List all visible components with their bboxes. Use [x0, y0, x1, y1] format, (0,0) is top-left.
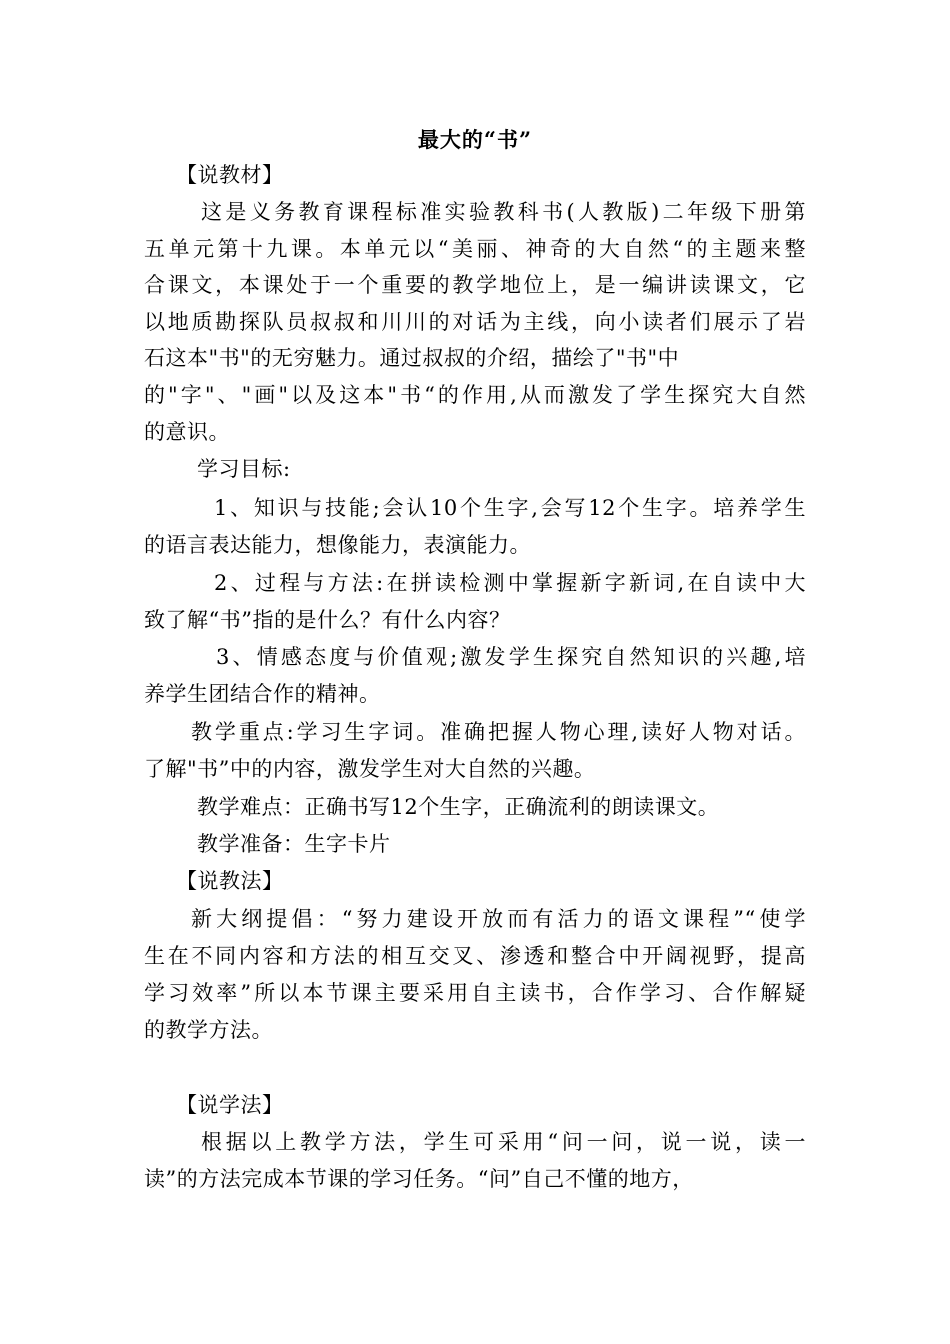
- goal-line: 3、情感态度与价值观;激发学生探究自然知识的兴趣,培: [216, 645, 806, 669]
- difficulty-line: 教学难点：正确书写12个生字，正确流利的朗读课文。: [197, 795, 720, 819]
- paragraph-line: 五单元第十九课。本单元以“美丽、神奇的大自然“的主题来整: [144, 237, 806, 261]
- key-points-line: 教学重点:学习生字词。准确把握人物心理,读好人物对话。: [191, 720, 806, 744]
- key-points-line: 了解"书”中的内容，激发学生对大自然的兴趣。: [144, 757, 596, 781]
- goal-line: 1、知识与技能;会认10个生字,会写12个生字。培养学生: [214, 496, 806, 520]
- paragraph-line: 新大纲提倡：“努力建设开放而有活力的语文课程”“使学: [191, 907, 806, 931]
- section-heading-method: 【说教法】: [176, 869, 284, 893]
- goals-heading: 学习目标:: [197, 457, 291, 481]
- paragraph-line: 根据以上教学方法，学生可采用“问一问，说一说，读一: [201, 1130, 806, 1154]
- paragraph-line: 的意识。: [144, 420, 230, 444]
- goal-line: 2、过程与方法:在拼读检测中掌握新字新词,在自读中大: [214, 571, 806, 595]
- document-title: 最大的“书”: [417, 127, 533, 152]
- preparation-line: 教学准备：生字卡片: [197, 832, 391, 856]
- paragraph-line: 石这本"书"的无穷魅力。通过叔叔的介绍，描绘了"书"中: [144, 346, 680, 370]
- paragraph-line: 合课文，本课处于一个重要的教学地位上，是一编讲读课文，它: [144, 273, 806, 297]
- paragraph-line: 读”的方法完成本节课的学习任务。“问”自己不懂的地方，: [144, 1167, 694, 1191]
- paragraph-line: 生在不同内容和方法的相互交叉、渗透和整合中开阔视野，提高: [144, 944, 806, 968]
- paragraph-line: 这是义务教育课程标准实验教科书(人教版)二年级下册第: [201, 200, 806, 224]
- goal-line: 致了解“书”指的是什么？有什么内容？: [144, 608, 511, 632]
- paragraph-line: 学习效率”所以本节课主要采用自主读书，合作学习、合作解疑: [144, 981, 806, 1005]
- goal-line: 的语言表达能力，想像能力，表演能力。: [144, 533, 531, 557]
- section-heading-study: 【说学法】: [176, 1093, 284, 1117]
- section-heading-textbook: 【说教材】: [176, 163, 284, 187]
- paragraph-line: 的"字"、"画"以及这本"书“的作用,从而激发了学生探究大自然: [144, 383, 806, 407]
- paragraph-line: 以地质勘探队员叔叔和川川的对话为主线，向小读者们展示了岩: [144, 310, 806, 334]
- paragraph-line: 的教学方法。: [144, 1018, 273, 1042]
- goal-line: 养学生团结合作的精神。: [144, 682, 381, 706]
